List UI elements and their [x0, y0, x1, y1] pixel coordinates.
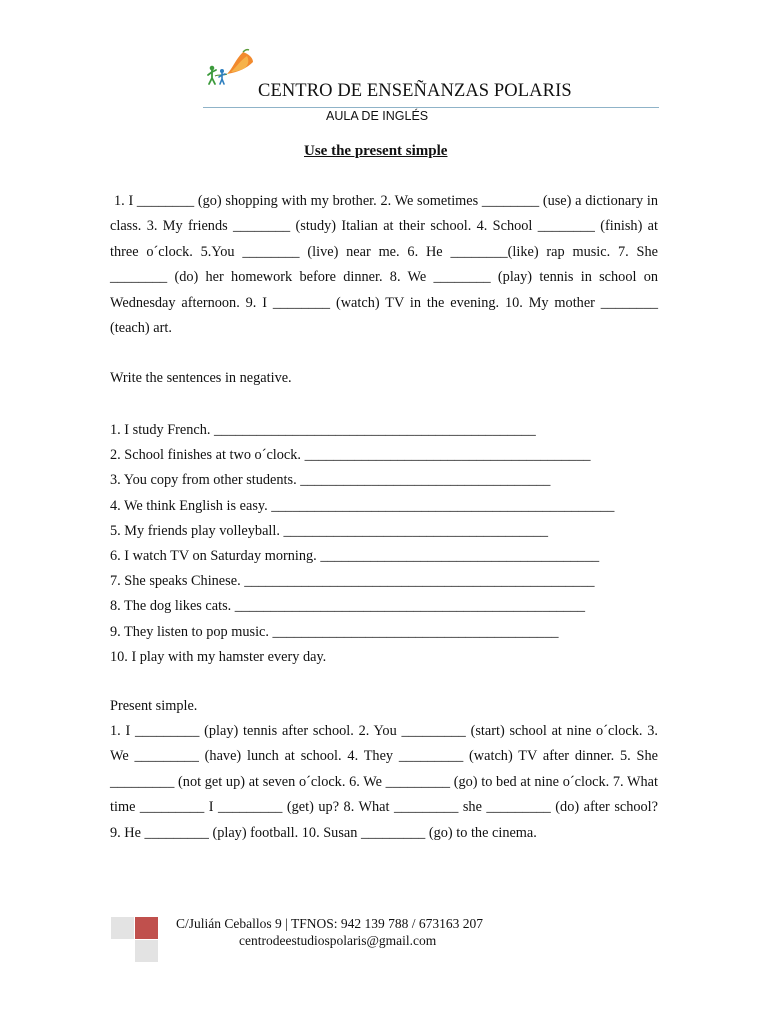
negative-sentence-list	[110, 418, 614, 670]
footer-square-grey	[111, 917, 134, 939]
exercise-3-paragraph: 1. I _________ (play) tennis after school. 2. You _________ (start) school at nine o´clock. 3. We _________ (have) lunch at school. 4. They _________ (watch) TV after dinner. 5. She _________ (not get up) at seven o´clock. 6. We _________ (go) to bed at nine o´clock. 7. What time _________ I _________ (get) up? 8. What _________ she _________ (do) after school? 9. He _________ (play) football. 10. Susan _________ (go) to the cinema.	[110, 723, 658, 841]
list-item: 7. She speaks Chinese. _________________________________________________	[110, 573, 595, 590]
footer-square-grey	[135, 940, 158, 962]
exercise-1-text	[110, 189, 658, 341]
polaris-kite-logo-icon	[203, 48, 255, 86]
footer-decoration	[111, 917, 161, 963]
footer-email: centrodeestudiospolaris@gmail.com	[239, 933, 437, 948]
present-simple-instruction: Present simple.	[110, 698, 198, 714]
school-name: CENTRO DE ENSEÑANZAS POLARIS	[258, 81, 572, 101]
list-item: 6. I watch TV on Saturday morning. _______________________________________	[110, 548, 600, 565]
list-item: 10. I play with my hamster every day.	[110, 648, 327, 665]
footer-square-red	[135, 917, 158, 939]
list-item: 3. You copy from other students. ___________________________________	[110, 472, 551, 489]
list-item: 2. School finishes at two o´clock. ________________________________________	[110, 447, 591, 464]
header-divider	[203, 107, 659, 108]
negative-instruction: Write the sentences in negative.	[110, 370, 292, 386]
exercise-1-paragraph: 1. I ________ (go) shopping with my brother. 2. We sometimes ________ (use) a dictionary in class. 3. My friends ________ (study) Italian at their school. 4. School ________ (finish) at three o´clock. 5.You ________ (live) near me. 6. He ________(like) rap music. 7. She ________ (do) her homework before dinner. 8. We ________ (play) tennis in school on Wednesday afternoon. 9. I ________ (watch) TV in the evening. 10. My mother ________ (teach) art.	[110, 193, 658, 337]
footer-address: C/Julián Ceballos 9 | TFNOS: 942 139 788 / 673163 207	[176, 916, 483, 931]
list-item: 1. I study French. _____________________________________________	[110, 422, 536, 438]
class-subtitle: AULA DE INGLÉS	[326, 109, 429, 123]
list-item: 8. The dog likes cats. _________________________________________________	[110, 598, 586, 615]
list-item: 9. They listen to pop music. ________________________________________	[110, 623, 559, 640]
list-item: 5. My friends play volleyball. _____________________________________	[110, 522, 549, 539]
list-item: 4. We think English is easy. ________________________________________________	[110, 497, 615, 514]
exercise-heading: Use the present simple	[304, 143, 448, 159]
